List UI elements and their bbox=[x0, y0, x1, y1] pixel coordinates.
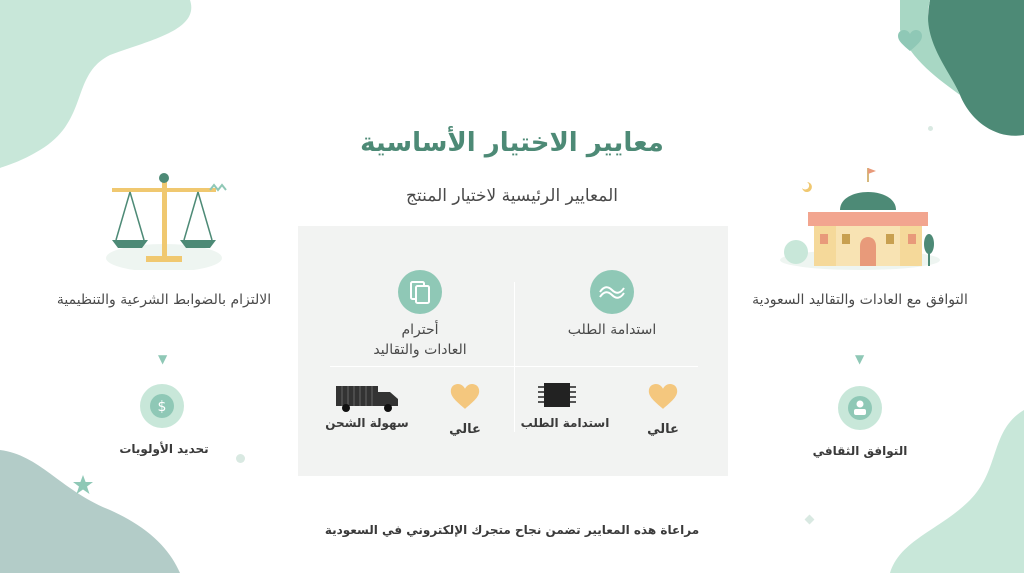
svg-text:$: $ bbox=[157, 399, 167, 415]
page-title: معايير الاختيار الأساسية bbox=[360, 128, 664, 158]
documents-icon bbox=[398, 270, 442, 314]
right-heading: التوافق مع العادات والتقاليد السعودية bbox=[752, 292, 968, 308]
dot-decoration bbox=[236, 454, 245, 463]
bottom-left-blob bbox=[0, 450, 190, 573]
left-down-arrow-icon: ▼ bbox=[158, 352, 168, 366]
top-right-blob bbox=[900, 0, 1024, 140]
star-decoration-icon bbox=[72, 474, 94, 496]
chip-icon bbox=[538, 380, 576, 410]
bottom-right-blob bbox=[880, 410, 1024, 573]
cell-respect-customs-label-line2: العادات والتقاليد bbox=[373, 342, 467, 358]
right-cultural-label: التوافق الثقافي bbox=[812, 444, 908, 458]
balance-scale-icon bbox=[102, 170, 242, 270]
money-bag-icon bbox=[140, 384, 184, 428]
left-priority-label: تحديد الأولويات bbox=[119, 442, 209, 456]
truck-shipping-label: سهولة الشحن bbox=[325, 416, 409, 430]
mosque-icon bbox=[780, 160, 940, 270]
cell-demand-sustainability-label: استدامة الطلب bbox=[567, 322, 657, 338]
truck-icon bbox=[336, 384, 400, 412]
footer-note: مراعاة هذه المعايير تضمن نجاح متجرك الإلكتروني في السعودية bbox=[324, 523, 700, 537]
heart-level-icon bbox=[450, 384, 480, 410]
heart-level-icon bbox=[648, 384, 678, 410]
panel-horizontal-divider bbox=[330, 366, 698, 367]
demand-level-value: عالي bbox=[647, 422, 679, 437]
chip-demand-label: استدامة الطلب bbox=[520, 416, 610, 430]
panel-vertical-divider bbox=[514, 282, 515, 432]
heart-decoration-icon bbox=[898, 30, 922, 52]
right-down-arrow-icon: ▼ bbox=[855, 352, 865, 366]
wave-hands-icon bbox=[590, 270, 634, 314]
shipping-level-value: عالي bbox=[449, 422, 481, 437]
page-subtitle: المعايير الرئيسية لاختيار المنتج bbox=[406, 186, 618, 206]
cell-respect-customs-label-line1: أحترام bbox=[401, 322, 439, 338]
left-heading: الالتزام بالضوابط الشرعية والتنظيمية bbox=[56, 292, 272, 308]
person-podium-icon bbox=[838, 386, 882, 430]
